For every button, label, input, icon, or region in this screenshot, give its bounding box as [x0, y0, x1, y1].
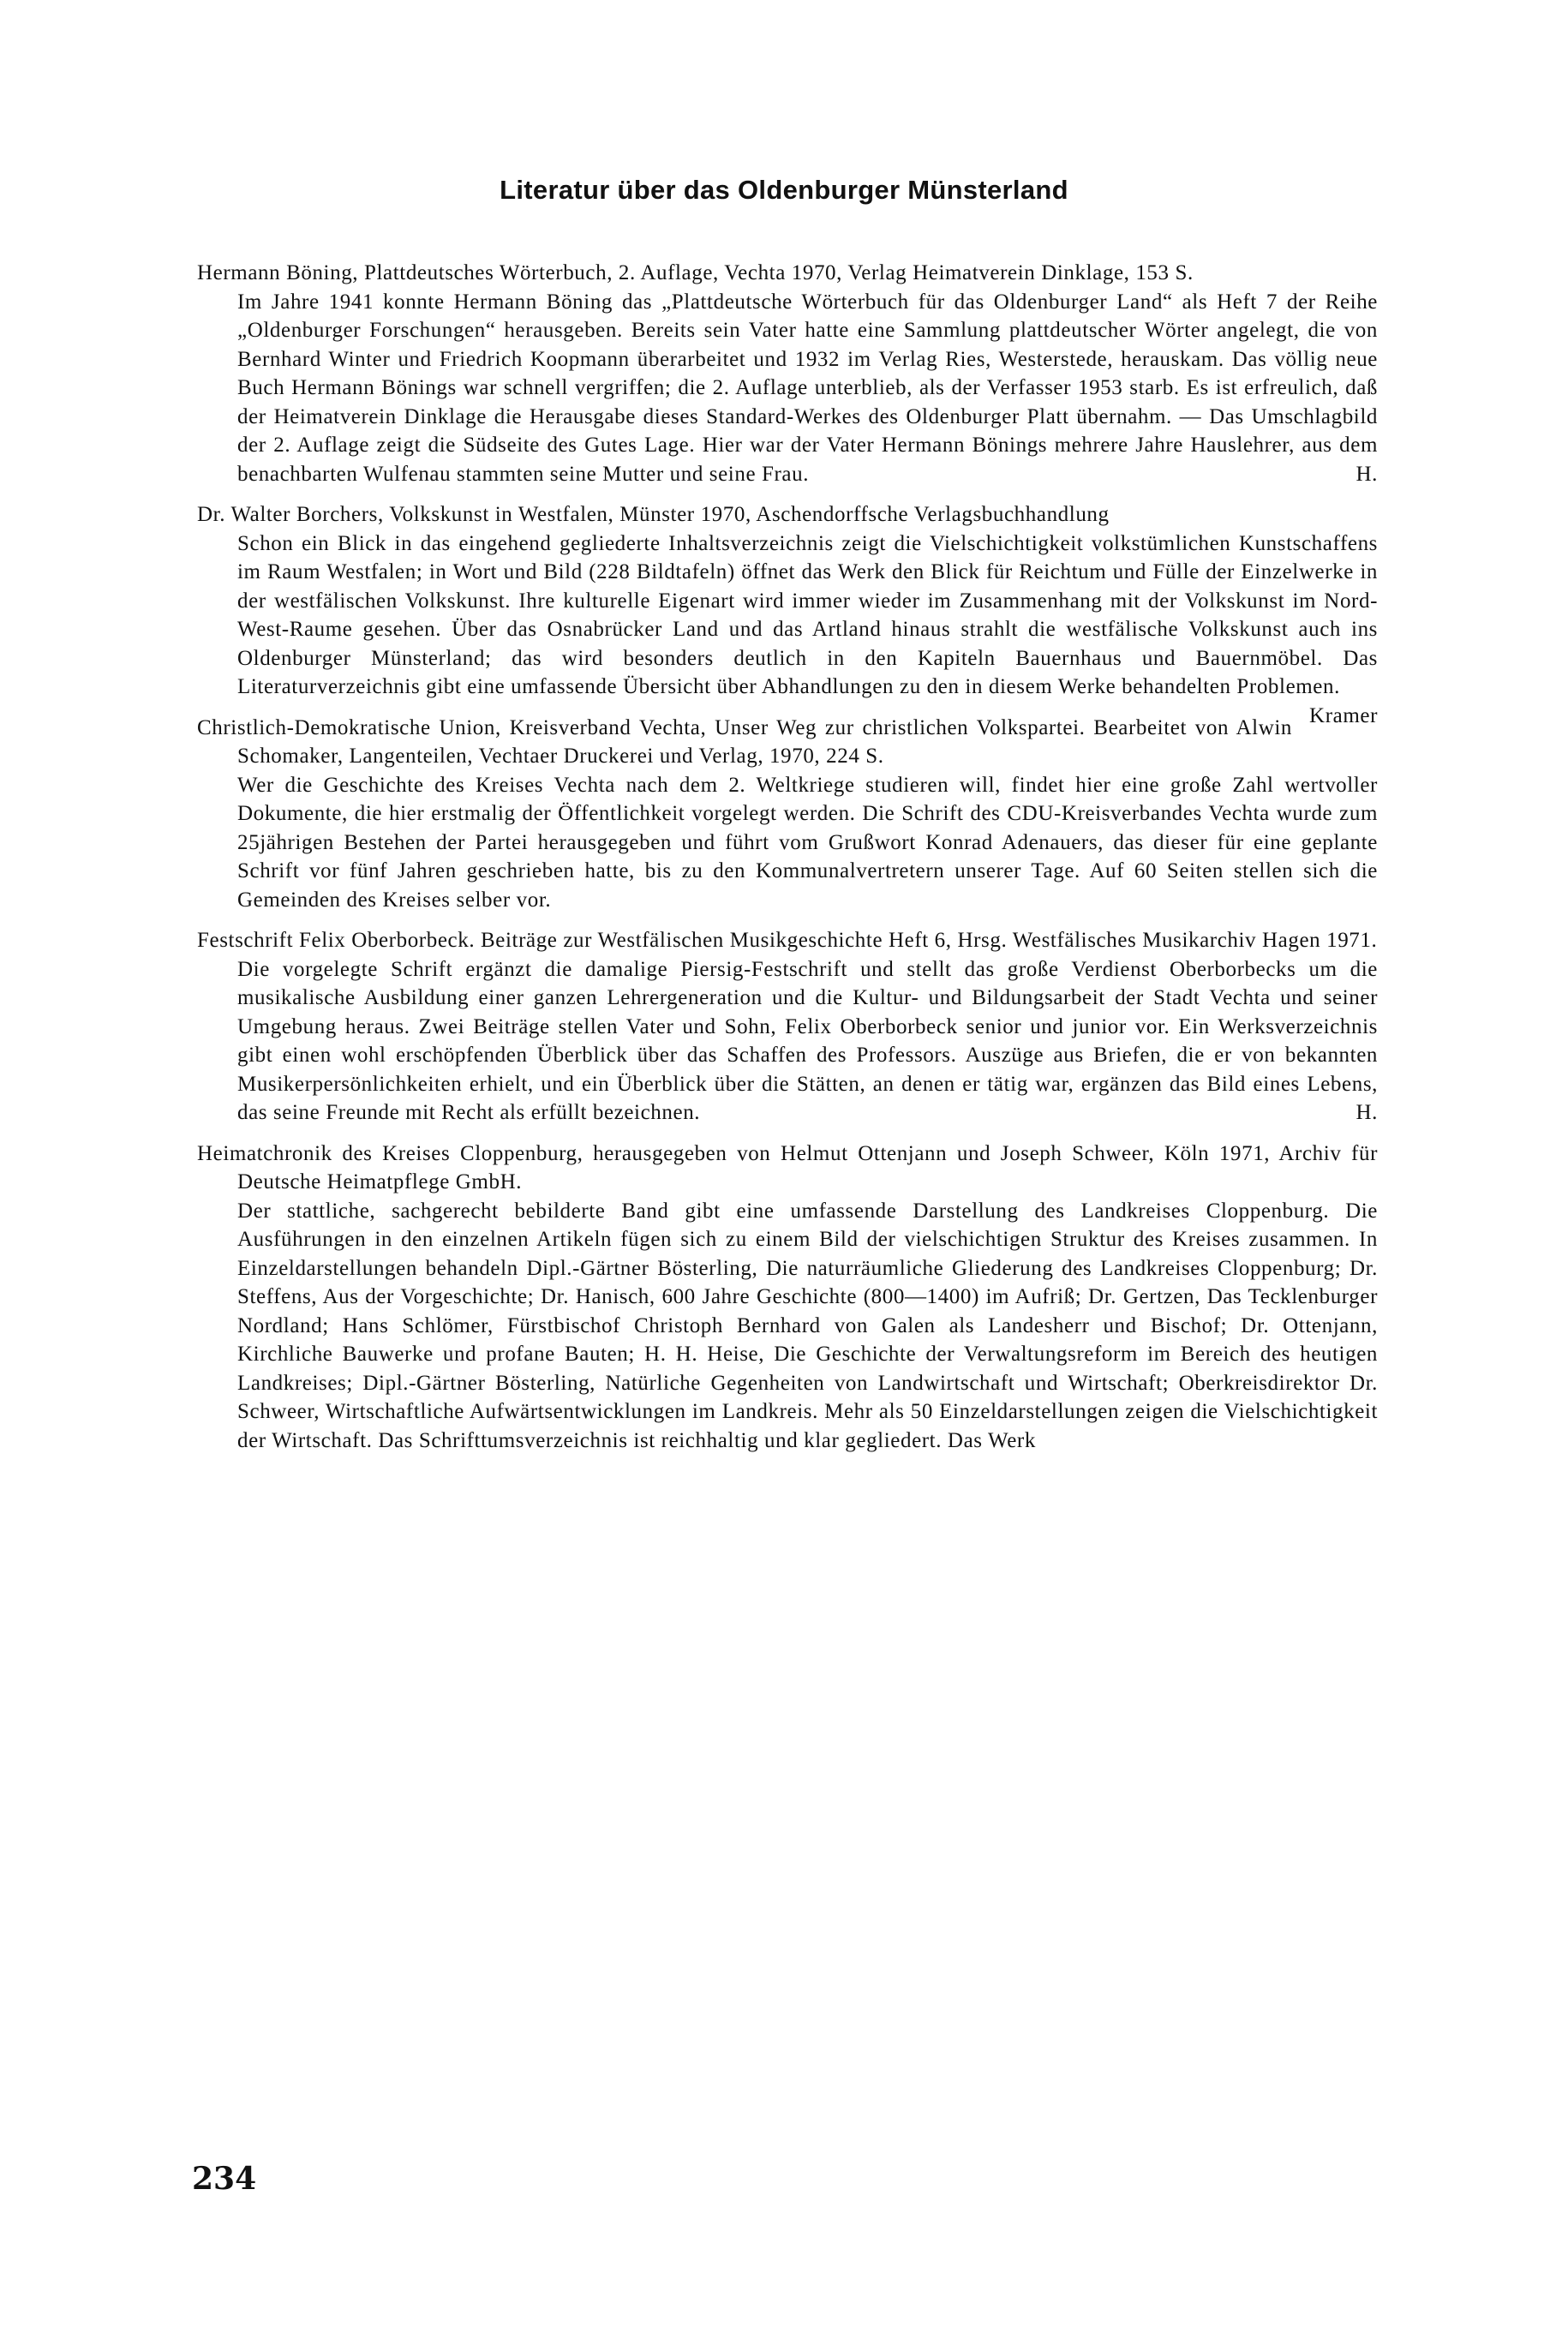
page-number: 234 [192, 2161, 257, 2197]
entry-review-text: Im Jahre 1941 konnte Hermann Böning das „Plattdeutsche Wörterbuch für das Oldenburger Land“ als Heft 7 der Reihe „Oldenburger Forschungen“ herausgeben. Bereits sein Vater hatte eine Sammlung plattdeutscher Wörter angelegt, die von Bernhard Winter und Friedrich Koopmann überarbeitet und 1932 im Verlag Ries, Westerstede, herauskam. Das völlig neue Buch Hermann Bönings war schnell vergriffen; die 2. Auflage unterblieb, als der Verfasser 1953 starb. Es ist erfreulich, daß der Heimatverein Dinklage die Herausgabe dieses Standard-Werkes des Oldenburger Platt übernahm. — Das Umschlagbild der 2. Auflage zeigt die Südseite des Gutes Lage. Hier war der Vater Hermann Bönings mehrere Jahre Hauslehrer, aus dem benachbarten Wulfenau stammten seine Mutter und seine Frau. [237, 290, 1378, 486]
bibliography-entry [197, 500, 1378, 727]
entry-citation: Dr. Walter Borchers, Volkskunst in Westfalen, Münster 1970, Aschendorffsche Verlagsbuchhandlung [197, 503, 1110, 526]
entry-review-text: Die vorgelegte Schrift ergänzt die damalige Piersig-Festschrift und stellt das große Verdienst Oberborbecks um die musikalische Ausbildung einer ganzen Lehrergeneration und die Kultur- und Bildungsarbeit der Stadt Vechta und seiner Umgebung heraus. Zwei Beiträge stellen Vater und Sohn, Felix Oberborbeck senior und junior vor. Ein Werksverzeichnis gibt einen wohl erschöpfenden Überblick über das Schaffen des Professors. Auszüge aus Briefen, die er von bekannten Musikerpersönlichkeiten erhielt, und ein Überblick über die Stätten, an denen er tätig war, ergänzen das Bild eines Lebens, das seine Freunde mit Recht als erfüllt bezeichnen. [237, 957, 1378, 1124]
entry-review [197, 529, 1378, 727]
entry-review [197, 1197, 1378, 1456]
entry-review-text: Wer die Geschichte des Kreises Vechta nach dem 2. Weltkriege studieren will, findet hier eine große Zahl wertvoller Dokumente, die hier erstmalig der Öffentlichkeit vorgelegt werden. Die Schrift des CDU-Kreisverbandes Vechta wurde zum 25jährigen Bestehen der Partei herausgegeben und führt vom Grußwort Konrad Adenauers, das dieser für eine geplante Schrift vor fünf Jahren geschrieben hatte, bis zu den Kommunalvertretern unserer Tage. Auf 60 Seiten stellen sich die Gemeinden des Kreises selber vor. [237, 773, 1378, 912]
entry-citation: Festschrift Felix Oberborbeck. Beiträge zur Westfälischen Musikgeschichte Heft 6, Hrsg. Westfälisches Musikarchiv Hagen 1971. [197, 929, 1378, 952]
entry-signature: H. [1356, 1101, 1378, 1124]
entry-review [197, 955, 1378, 1128]
bibliography-entry [197, 714, 1378, 915]
entry-review-text: Schon ein Blick in das eingehend gegliederte Inhaltsverzeichnis zeigt die Vielschichtigkeit volkstümlichen Kunstschaffens im Raum Westfalen; in Wort und Bild (228 Bildtafeln) öffnet das Werk den Blick für Reichtum und Fülle der Einzelwerke in der westfälischen Volkskunst. Ihre kulturelle Eigenart wird immer wieder im Zusammenhang mit der Volkskunst im Nord-West-Raume gesehen. Über das Osnabrücker Land und das Artland hinaus strahlt die westfälische Volkskunst auch ins Oldenburger Münsterland; das wird besonders deutlich in den Kapiteln Bauernhaus und Bauernmöbel. Das Literaturverzeichnis gibt eine umfassende Übersicht über Abhandlungen zu den in diesem Werke behandelten Problemen. [237, 531, 1378, 698]
bibliography-entry [197, 259, 1378, 488]
entry-citation: Christlich-Demokratische Union, Kreisverband Vechta, Unser Weg zur christlichen Volkspartei. Bearbeitet von Alwin Schomaker, Langenteilen, Vechtaer Druckerei und Verlag, 1970, 224 S. [197, 715, 1293, 768]
entry-review-text: Der stattliche, sachgerecht bebilderte Band gibt eine umfassende Darstellung des Landkreises Cloppenburg. Die Ausführungen in den einzelnen Artikeln fügen sich zu einem Bild der vielschichtigen Struktur des Kreises zusammen. In Einzeldarstellungen behandeln Dipl.-Gärtner Bösterling, Die naturräumliche Gliederung des Landkreises Cloppenburg; Dr. Steffens, Aus der Vorgeschichte; Dr. Hanisch, 600 Jahre Geschichte (800—1400) im Aufriß; Dr. Gertzen, Das Tecklenburger Nordland; Hans Schlömer, Fürstbischof Christoph Bernhard von Galen als Landesherr und Bischof; Dr. Ottenjann, Kirchliche Bauwerke und profane Bauten; H. H. Heise, Die Geschichte der Verwaltungsreform im Bereich des heutigen Landkreises; Dipl.-Gärtner Bösterling, Natürliche Gegenheiten von Landwirtschaft und Wirtschaft; Oberkreisdirektor Dr. Schweer, Wirtschaftliche Aufwärtsentwicklungen im Landkreis. Mehr als 50 Einzeldarstellungen zeigen die Vielschichtigkeit der Wirtschaft. Das Schrifttumsverzeichnis ist reichhaltig und klar gegliedert. Das Werk [237, 1199, 1378, 1452]
entry-signature: H. [1356, 462, 1378, 486]
entry-signature: Kramer [1309, 703, 1378, 727]
page-title: Literatur über das Oldenburger Münsterland [500, 175, 1068, 205]
bibliography-entry [197, 1140, 1378, 1456]
bibliography-list [197, 259, 1378, 1467]
bibliography-entry [197, 926, 1378, 1128]
entry-review [197, 288, 1378, 489]
entry-review [197, 771, 1378, 915]
entry-citation: Hermann Böning, Plattdeutsches Wörterbuch, 2. Auflage, Vechta 1970, Verlag Heimatverein Dinklage, 153 S. [197, 261, 1194, 284]
entry-citation: Heimatchronik des Kreises Cloppenburg, herausgegeben von Helmut Ottenjann und Joseph Schweer, Köln 1971, Archiv für Deutsche Heimatpflege GmbH. [197, 1141, 1378, 1193]
